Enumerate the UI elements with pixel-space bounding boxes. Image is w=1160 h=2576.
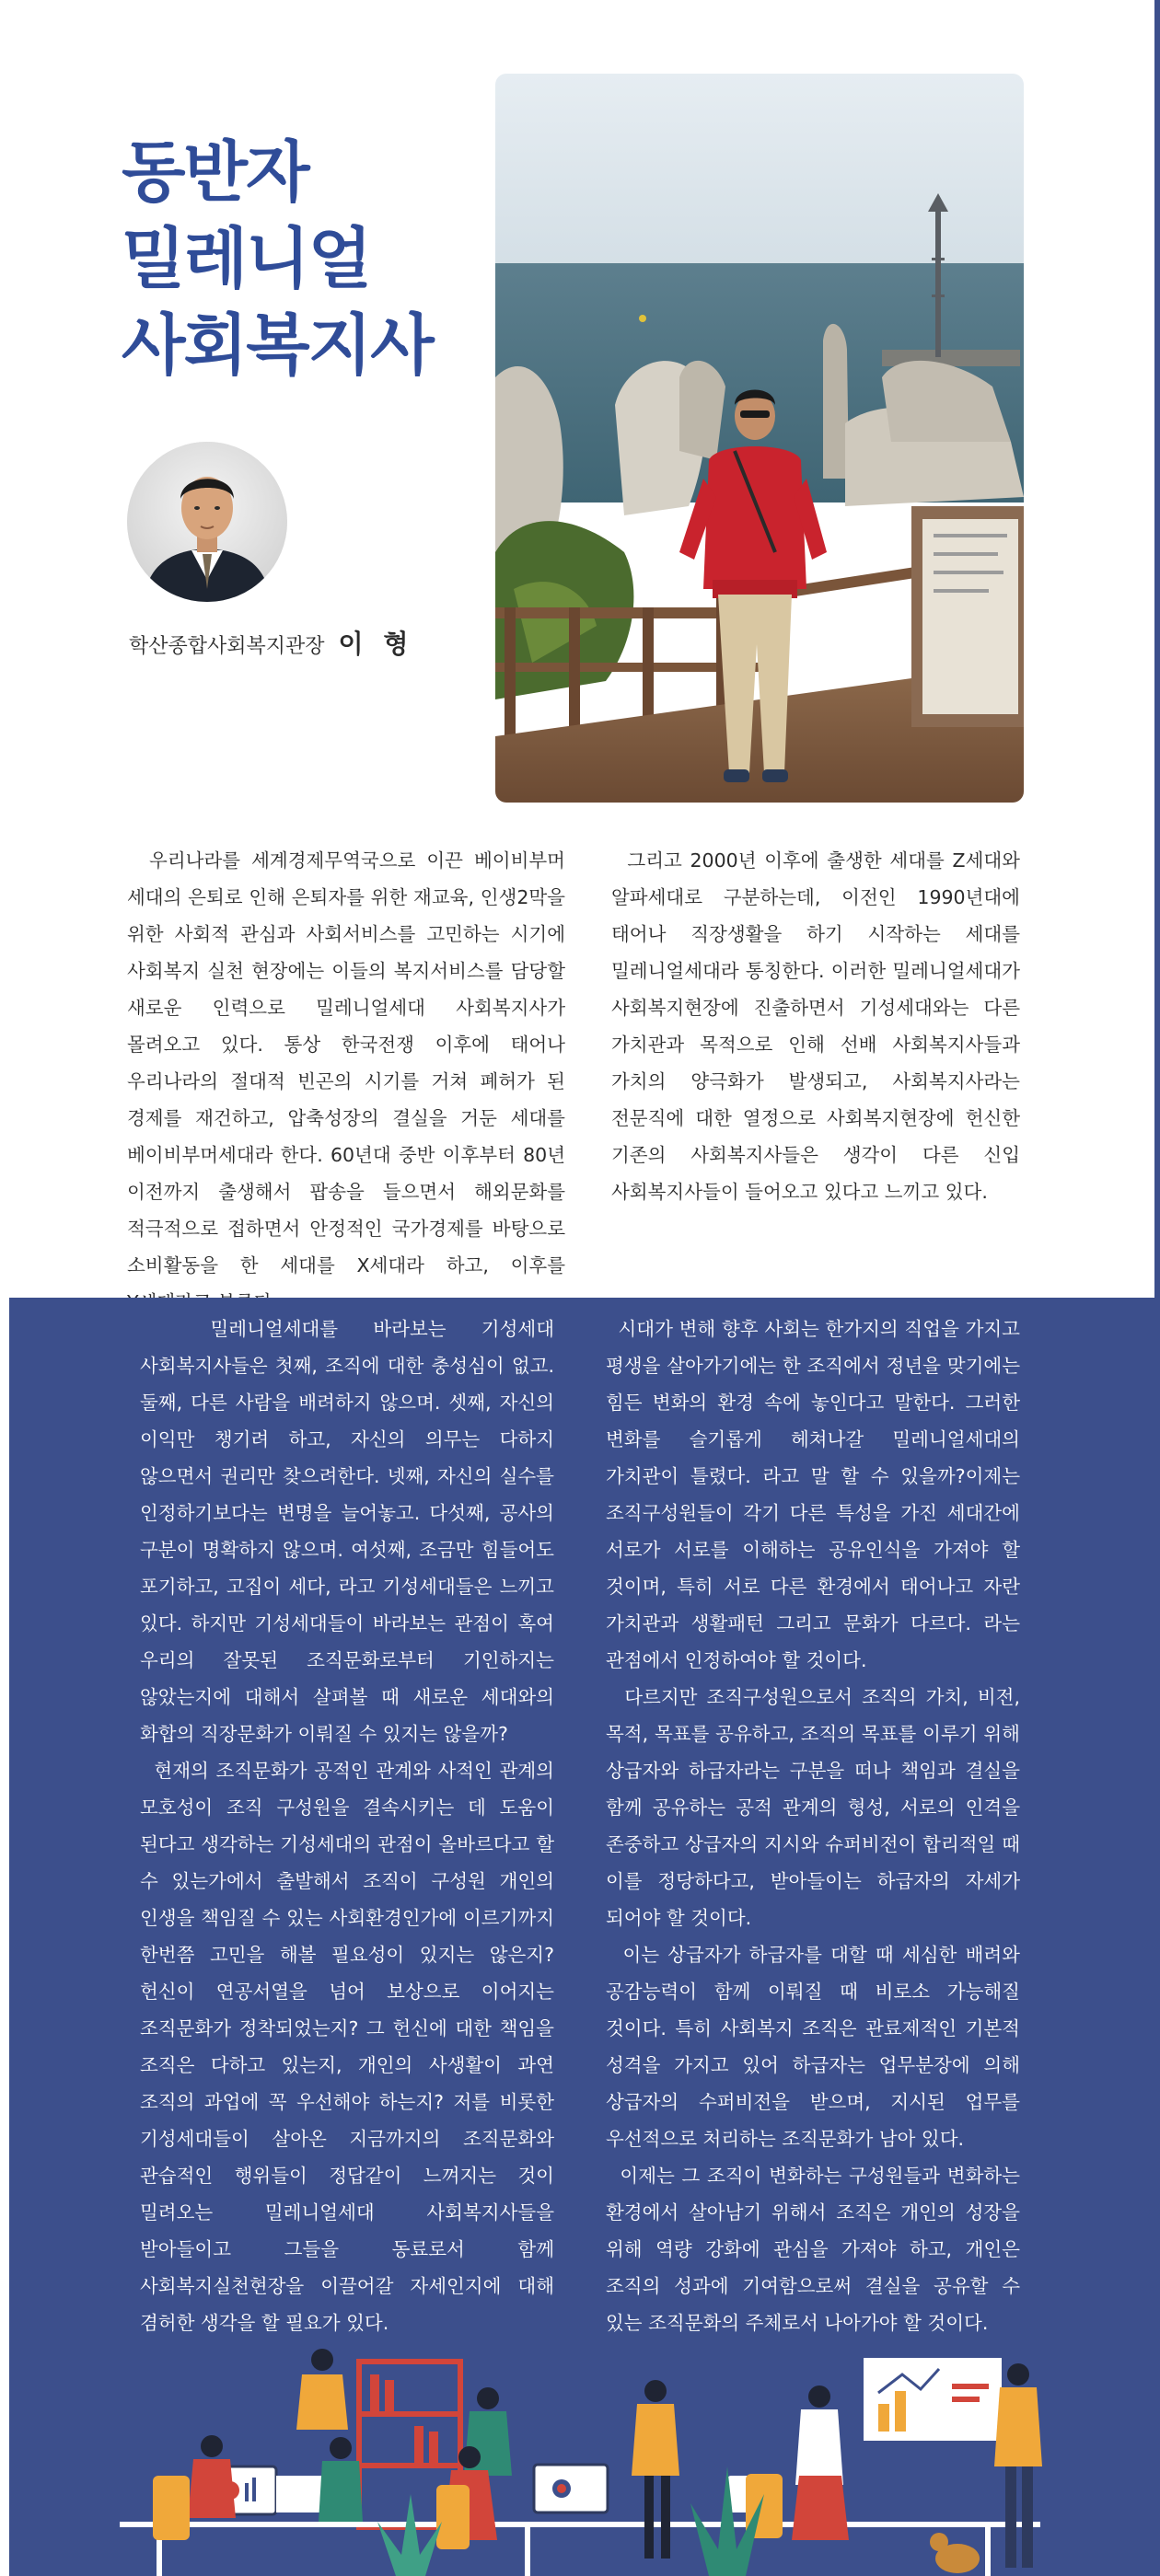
blue-right-column: 시대가 변해 향후 사회는 한가지의 직업을 가지고 평생을 살아가기에는 한 조직에서 정년을 맞기에는 힘든 변화의 환경 속에 놓인다고 말한다. 그러한 변화를 슬기롭게 헤쳐나갈 밀레니얼세대의 가치관이 틀렸다. 라고 말 할 수 있을까?이제는 조직구성원들이 각기 다른 특성을 가진 세대간에 서로가 서로를 이해하는 공유인식을 가져야 할 것이며, 특히 서로 다른 환경에서 태어나고 자란 가치관과 생활패턴 그리고 문화가 다르다. 라는 관점에서 인정하여야 할 것이다. 다르지만 조직구성원으로서 조직의 가치, 비전, 목적, 목표를 공유하고, 조직의 목표를 이루기 위해 상급자와 하급자라는 구분을 떠나 책임과 결실을 함께 공유하는 공적 관계의 형성, 서로의 인격을 존중하고 상급자의 지시와 슈퍼비전이 합리적일 때 이를 정당하다고, 받아들이는 하급자의 자세가 되어야 할 것이다. 이는 상급자가 하급자를 대할 때 세심한 배려와 공감능력이 함께 이뤄질 때 비로소 가능해질 것이다. 특히 사회복지 조직은 관료제적인 기본적 성격을 가지고 있어 하급자는 업무분장에 의해 상급자의 수퍼비전을 받으며, 지시된 업무를 우선적으로 처리하는 조직문화가 남아 있다. 이제는 그 조직이 변화하는 구성원들과 변화하는 환경에서 살아남기 위해서 조직은 개인의 성장을 위해 역량 강화에 관심을 가져야 하고, 개인은 조직의 성과에 기여함으로써 결실을 공유할 수 있는 조직문화의 주체로서 나아가야 할 것이다.: [606, 1318, 1020, 2334]
blue-left-column: 밀레니얼세대를 바라보는 기성세대 사회복지사들은 첫째, 조직에 대한 충성심이 없고. 둘째, 다른 사람을 배려하지 않으며. 셋째, 자신의 이익만 챙기려 하고, 자신의 의무는 다하지 않으면서 권리만 찾으려한다. 넷째, 자신의 실수를 인정하기보다는 변명을 늘어놓고. 다섯째, 공사의 구분이 명확하지 않으며. 여섯째, 조금만 힘들어도 포기하고, 고집이 세다, 라고 기성세대들은 느끼고 있다. 하지만 기성세대들이 바라보는 관점이 혹여 우리의 잘못된 조직문화로부터 기인하지는 않았는지에 대해서 살펴볼 때 새로운 세대와의 화합의 직장문화가 이뤄질 수 있지는 않을까? 현재의 조직문화가 공적인 관계와 사적인 관계의 모호성이 조직 구성원을 결속시키는 데 도움이 된다고 생각하는 기성세대의 관점이 올바르다고 할 수 있는가에서 출발해서 조직이 구성원 개인의 인생을 책임질 수 있는 사회환경인가에 이르기까지 한번쯤 고민을 해볼 필요성이 있지는 않은지? 헌신이 연공서열을 넘어 보상으로 이어지는 조직문화가 정착되었는지? 그 헌신에 대한 책임을 조직은 다하고 있는지, 개인의 사생활이 과연 조직의 과업에 꼭 우선해야 하는지? 저를 비롯한 기성세대들이 살아온 지금까지의 조직문화와 관습적인 행위들이 정답같이 느껴지는 것이 밀려오는 밀레니얼세대 사회복지사들을 받아들이고 그들을 동료로서 함께 사회복지실천현장을 이끌어갈 자세인지에 대해 겸허한 생각을 할 필요가 있다.: [140, 1318, 554, 2334]
title-line-1: 동반자: [122, 133, 308, 211]
blue-section: [9, 1298, 1154, 2576]
author-portrait-icon: [127, 442, 287, 602]
office-team-illustration: [9, 2338, 1154, 2576]
author-name: 이 형: [338, 629, 414, 659]
title-line-3: 사회복지사: [122, 306, 433, 384]
title-line-2: 밀레니얼: [122, 220, 371, 297]
coastal-photo: [495, 74, 1024, 803]
top-left-paragraph: 우리나라를 세계경제무역국으로 이끈 베이비부머 세대의 은퇴로 인해 은퇴자를 위한 재교육, 인생2막을 위한 사회적 관심과 사회서비스를 고민하는 시기에 사회복지 실천 현장에는 이들의 복지서비스를 담당할 새로운 인력으로 밀레니얼세대 사회복지사가 몰려오고 있다. 통상 한국전쟁 이후에 태어나 우리나라의 절대적 빈곤의 시기를 거쳐 폐허가 된 경제를 재건하고, 압축성장의 결실을 거둔 세대를 베이비부머세대라 한다. 60년대 중반 이후부터 80년 이전까지 출생해서 팝송을 들으면서 해외문화를 적극적으로 접하면서 안정적인 국가경제를 바탕으로 소비활동을 한 세대를 X세대라 하고, 이후를: [127, 849, 565, 1276]
top-right-paragraph: 그리고 2000년 이후에 출생한 세대를 Z세대와 알파세대로 구분하는데, 이전인 1990년대에 태어나 직장생활을 하기 시작하는 세대를 밀레니얼세대라 통칭한다. 이러한 밀레니얼세대가 사회복지현장에 진출하면서 기성세대와는 다른 가치관과 목적으로 인해 선배 사회복지사들과 가치의 양극화가 발생되고, 사회복지사라는 전문직에 대한 열정으로 사회복지현장에 헌신한 기존의 사회복지사들은 생각이 다른 신입 사회복지사들이 들어오고 있다고 느끼고 있다.: [611, 849, 1027, 1203]
author-portrait: [127, 442, 287, 602]
right-edge-stripe: [1154, 0, 1160, 2576]
author-affiliation: 학산종합사회복지관장: [129, 635, 325, 658]
page-title: [122, 129, 471, 388]
author-line: [129, 624, 479, 661]
